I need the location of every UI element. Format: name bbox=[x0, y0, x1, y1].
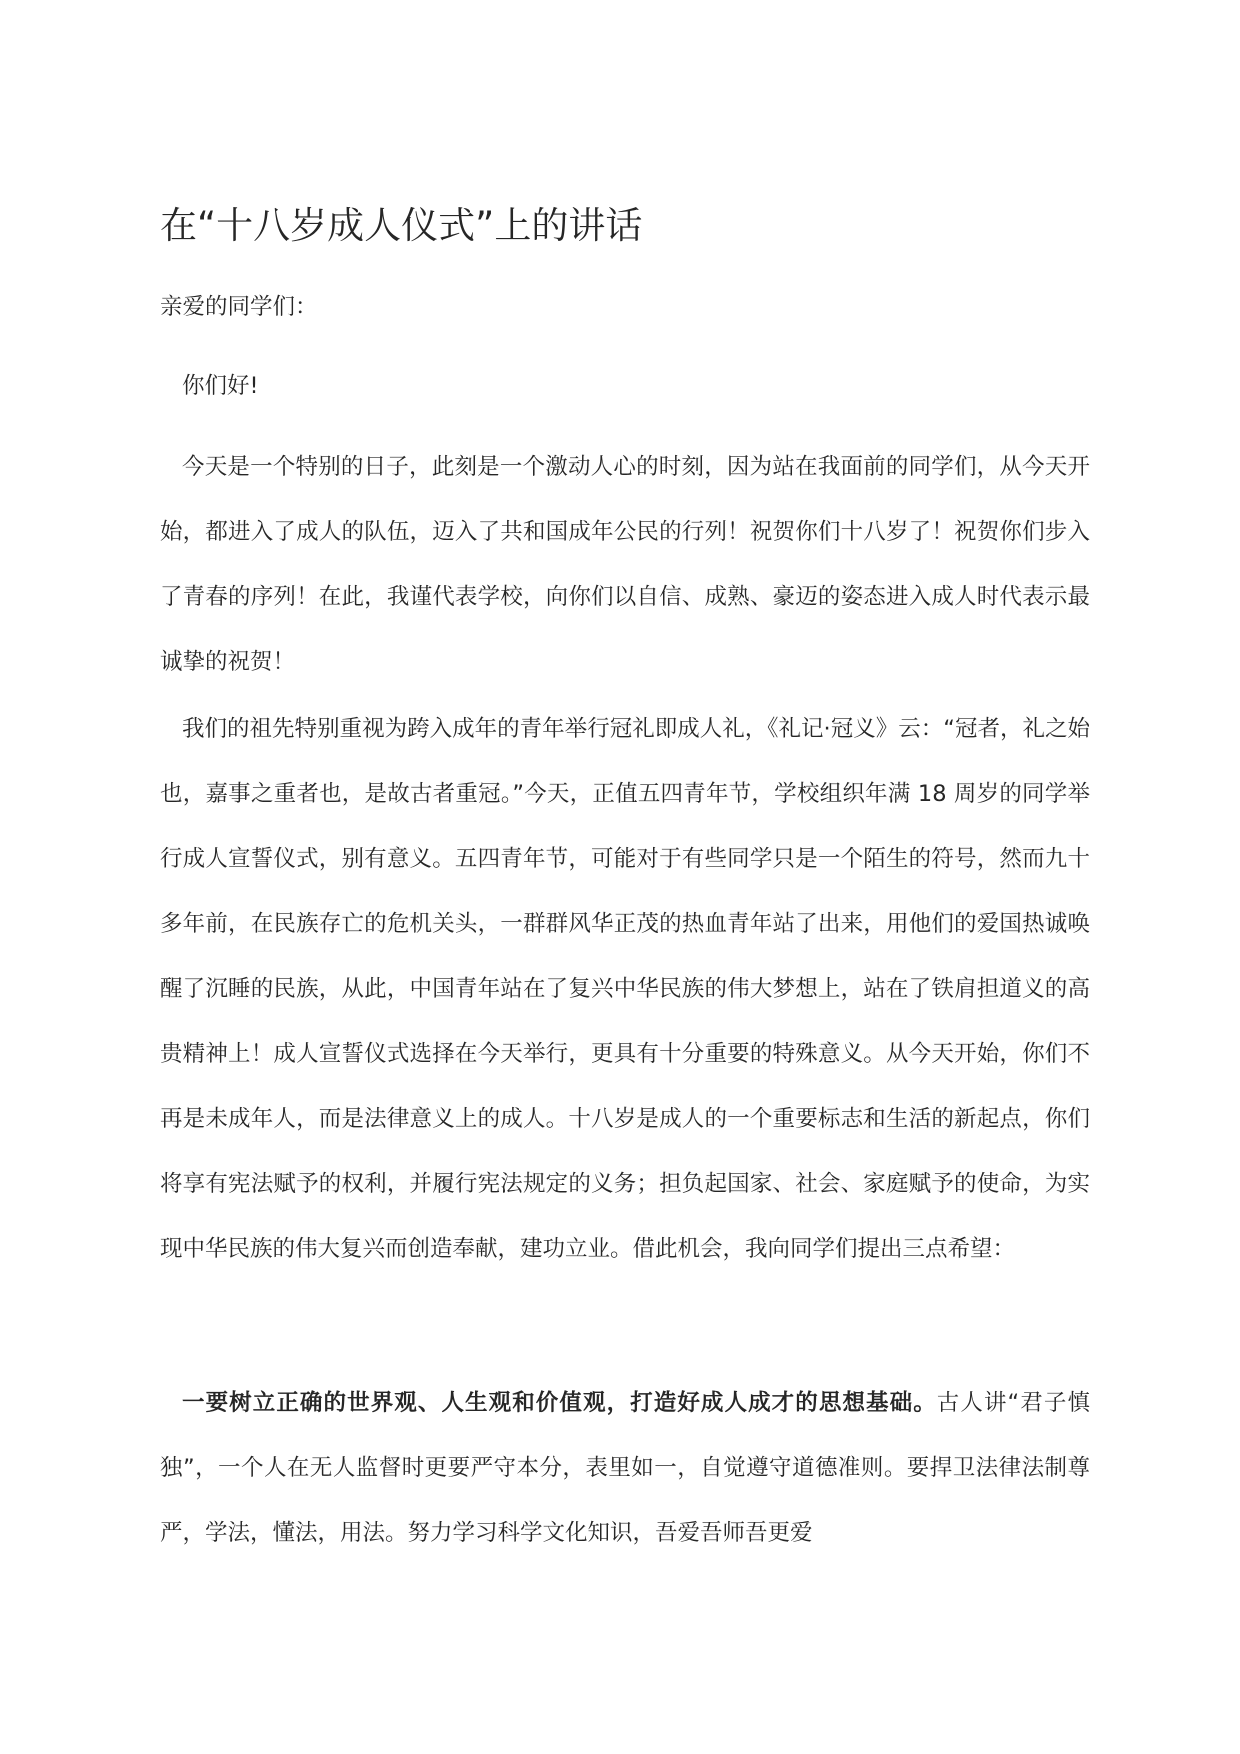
point-heading: 一要树立正确的世界观、人生观和价值观，打造好成人成才的思想基础。 bbox=[182, 1390, 937, 1416]
body-paragraph: 我们的祖先特别重视为跨入成年的青年举行冠礼即成人礼，《礼记·冠义》云：“冠者，礼之始也，嘉事之重者也，是故古者重冠。”今天，正值五四青年节，学校组织年满 18 周岁的同学举行成人宣誓仪式，别有意义。五四青年节，可能对于有些同学只是一个陌生的符号，然而九十多年前，在民族存亡的危机关头，一群群风华正茂的热血青年站了出来，用他们的爱国热诚唤醒了沉睡的民族，从此，中国青年站在了复兴中华民族的伟大梦想上，站在了铁肩担道义的高贵精神上！成人宣誓仪式选择在今天举行，更具有十分重要的特殊意义。从今天开始，你们不再是未成年人，而是法律意义上的成人。十八岁是成人的一个重要标志和生活的新起点，你们将享有宪法赋予的权利，并履行宪法规定的义务；担负起国家、社会、家庭赋予的使命，为实现中华民族的伟大复兴而创造奉献，建功立业。借此机会，我向同学们提出三点希望： bbox=[160, 716, 1090, 1262]
greeting: 你们好! bbox=[182, 373, 259, 399]
body-paragraph: 今天是一个特别的日子，此刻是一个激动人心的时刻，因为站在我面前的同学们，从今天开始，都进入了成人的队伍，迈入了共和国成年公民的行列！祝贺你们十八岁了！祝贺你们步入了青春的序列！在此，我谨代表学校，向你们以自信、成熟、豪迈的姿态进入成人时代表示最诚挚的祝贺！ bbox=[160, 454, 1090, 675]
point-body: 古人讲“君子慎独”，一个人在无人监督时更要严守本分，表里如一，自觉遵守道德准则。要捍卫法律法制尊严，学法，懂法，用法。努力学习科学文化知识，吾爱吾师吾更爱 bbox=[160, 1390, 1090, 1546]
document-page bbox=[160, 0, 1090, 1754]
document-title: 在“十八岁成人仪式”上的讲话 bbox=[160, 204, 643, 247]
point-paragraph bbox=[160, 1371, 1090, 1566]
salutation: 亲爱的同学们： bbox=[160, 294, 318, 320]
